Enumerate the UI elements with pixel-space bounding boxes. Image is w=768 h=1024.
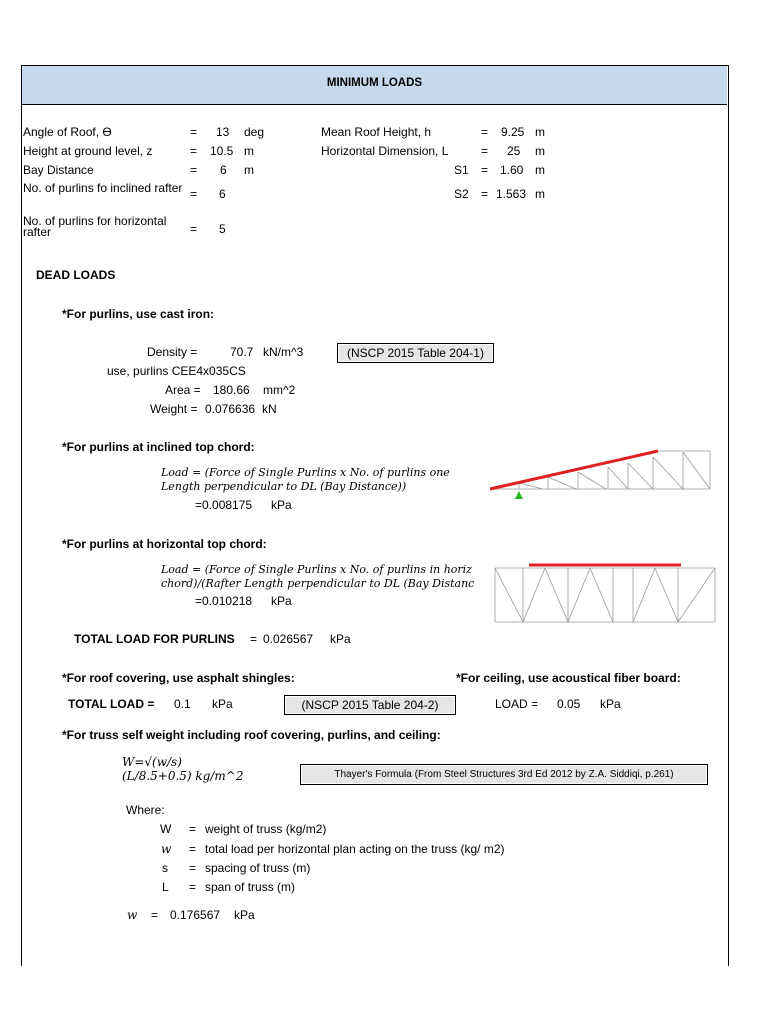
param-bay-unit: m — [244, 163, 254, 177]
horizontal-formula-line1: Load = (Force of Single Purlins x No. of purlins in horiz — [161, 563, 472, 576]
param-bay-value: 6 — [220, 163, 227, 177]
ceiling-label: LOAD = — [495, 697, 539, 711]
w-result-unit: kPa — [234, 908, 255, 922]
thayer-formula-line2: (L/8.5+0.5) kg/m^2 — [122, 769, 244, 783]
w-result-symbol: w — [127, 908, 138, 922]
thayer-reference-box — [300, 764, 708, 785]
param-height-value: 10.5 — [210, 144, 234, 158]
dead-loads-heading: DEAD LOADS — [36, 268, 116, 282]
page-title: MINIMUM LOADS — [326, 77, 423, 89]
density-value: 70.7 — [230, 345, 254, 359]
title-bar — [22, 66, 727, 105]
param-s2-value: 1.563 — [496, 187, 527, 201]
purlin-material-heading: *For purlins, use cast iron: — [62, 307, 215, 321]
param-angle-eq: = — [190, 125, 198, 139]
inclined-unit: kPa — [271, 498, 292, 512]
param-s1-value: 1.60 — [500, 163, 524, 177]
ceiling-value: 0.05 — [557, 697, 581, 711]
def-desc-W: weight of truss (kg/m2) — [205, 822, 327, 836]
area-unit: mm^2 — [263, 383, 296, 397]
def-symbol-W: W — [160, 822, 172, 836]
def-symbol-L: L — [162, 880, 169, 894]
param-s1-label: S1 — [454, 163, 469, 177]
w-result-value: 0.176567 — [170, 908, 221, 922]
horizontal-heading: *For purlins at horizontal top chord: — [62, 537, 267, 551]
param-mean-height-value: 9.25 — [501, 125, 525, 139]
roof-covering-reference-box — [284, 695, 456, 715]
where-label: Where: — [126, 803, 165, 817]
def-eq-w: = — [189, 842, 197, 856]
density-reference-box — [337, 343, 494, 363]
param-s2-label: S2 — [454, 187, 469, 201]
param-mean-height-label: Mean Roof Height, h — [321, 125, 432, 139]
param-bay-eq: = — [190, 163, 198, 177]
param-s2-eq: = — [481, 187, 489, 201]
param-angle-label: Angle of Roof, ϴ — [23, 125, 112, 139]
def-eq-W: = — [189, 822, 197, 836]
param-height-label: Height at ground level, z — [23, 144, 153, 158]
param-s1-unit: m — [535, 163, 545, 177]
horizontal-unit: kPa — [271, 594, 292, 608]
area-value: 180.66 — [213, 383, 250, 397]
def-desc-w: total load per horizontal plan acting on the truss (kg/ m2) — [205, 842, 505, 856]
inclined-result: =0.008175 — [195, 498, 253, 512]
density-label: Density = — [147, 345, 198, 359]
param-bay-label: Bay Distance — [23, 163, 94, 177]
roof-covering-unit: kPa — [212, 697, 233, 711]
density-unit: kN/m^3 — [263, 345, 304, 359]
truss-heading: *For truss self weight including roof covering, purlins, and ceiling: — [62, 728, 441, 742]
inclined-heading: *For purlins at inclined top chord: — [62, 440, 255, 454]
ceiling-unit: kPa — [600, 697, 621, 711]
thayer-reference: Thayer's Formula (From Steel Structures 3rd Ed 2012 by Z.A. Siddiqi, p.261) — [334, 769, 674, 780]
inclined-truss-diagram — [488, 447, 713, 507]
horizontal-result: =0.010218 — [195, 594, 253, 608]
param-purlins-horizontal-value: 5 — [219, 222, 226, 236]
param-mean-height-unit: m — [535, 125, 545, 139]
param-purlins-horizontal-eq: = — [190, 222, 198, 236]
param-purlins-inclined-value: 6 — [219, 187, 226, 201]
param-angle-unit: deg — [244, 125, 265, 139]
roof-covering-label: TOTAL LOAD = — [68, 697, 155, 711]
density-reference: (NSCP 2015 Table 204-1) — [347, 346, 484, 360]
param-horiz-dim-value: 25 — [507, 144, 521, 158]
def-eq-L: = — [189, 880, 197, 894]
horizontal-truss-diagram — [493, 560, 718, 626]
roof-covering-value: 0.1 — [174, 697, 191, 711]
roof-covering-heading: *For roof covering, use asphalt shingles: — [62, 671, 295, 685]
weight-label: Weight = — [150, 402, 198, 416]
param-horiz-dim-label: Horizontal Dimension, L — [321, 144, 449, 158]
w-result-eq: = — [151, 908, 159, 922]
param-horiz-dim-unit: m — [535, 144, 545, 158]
roof-covering-reference: (NSCP 2015 Table 204-2) — [301, 698, 439, 712]
total-purlins-eq: = — [250, 632, 258, 646]
param-height-unit: m — [244, 144, 254, 158]
total-purlins-value: 0.026567 — [263, 632, 314, 646]
def-eq-s: = — [189, 861, 197, 875]
area-label: Area = — [165, 383, 201, 397]
def-desc-s: spacing of truss (m) — [205, 861, 311, 875]
param-mean-height-eq: = — [481, 125, 489, 139]
param-height-eq: = — [190, 144, 198, 158]
param-s1-eq: = — [481, 163, 489, 177]
param-horiz-dim-eq: = — [481, 144, 489, 158]
param-s2-unit: m — [535, 187, 545, 201]
param-purlins-inclined-label: No. of purlins fo inclined rafter — [23, 181, 183, 195]
param-angle-value: 13 — [216, 125, 230, 139]
total-purlins-unit: kPa — [330, 632, 351, 646]
inclined-formula-line1: Load = (Force of Single Purlins x No. of purlins one — [161, 466, 450, 479]
inclined-formula-line2: Length perpendicular to DL (Bay Distance)) — [161, 480, 407, 493]
def-desc-L: span of truss (m) — [205, 880, 296, 894]
weight-value: 0.076636 — [205, 402, 256, 416]
param-purlins-inclined-eq: = — [190, 187, 198, 201]
total-purlins-label: TOTAL LOAD FOR PURLINS — [74, 632, 235, 646]
ceiling-heading: *For ceiling, use acoustical fiber board: — [456, 671, 681, 685]
horizontal-formula-line2: chord)/(Rafter Length perpendicular to DL (Bay Distanc — [161, 577, 475, 590]
weight-unit: kN — [262, 402, 277, 416]
sheet-frame — [21, 65, 729, 966]
param-purlins-horizontal-label: No. of purlins for horizontal rafter — [23, 214, 167, 239]
def-symbol-s: s — [162, 861, 168, 875]
def-symbol-w: w — [161, 842, 172, 856]
purlin-section: use, purlins CEE4x035CS — [107, 364, 246, 378]
thayer-formula-line1: W=√(w/s) — [122, 755, 182, 769]
